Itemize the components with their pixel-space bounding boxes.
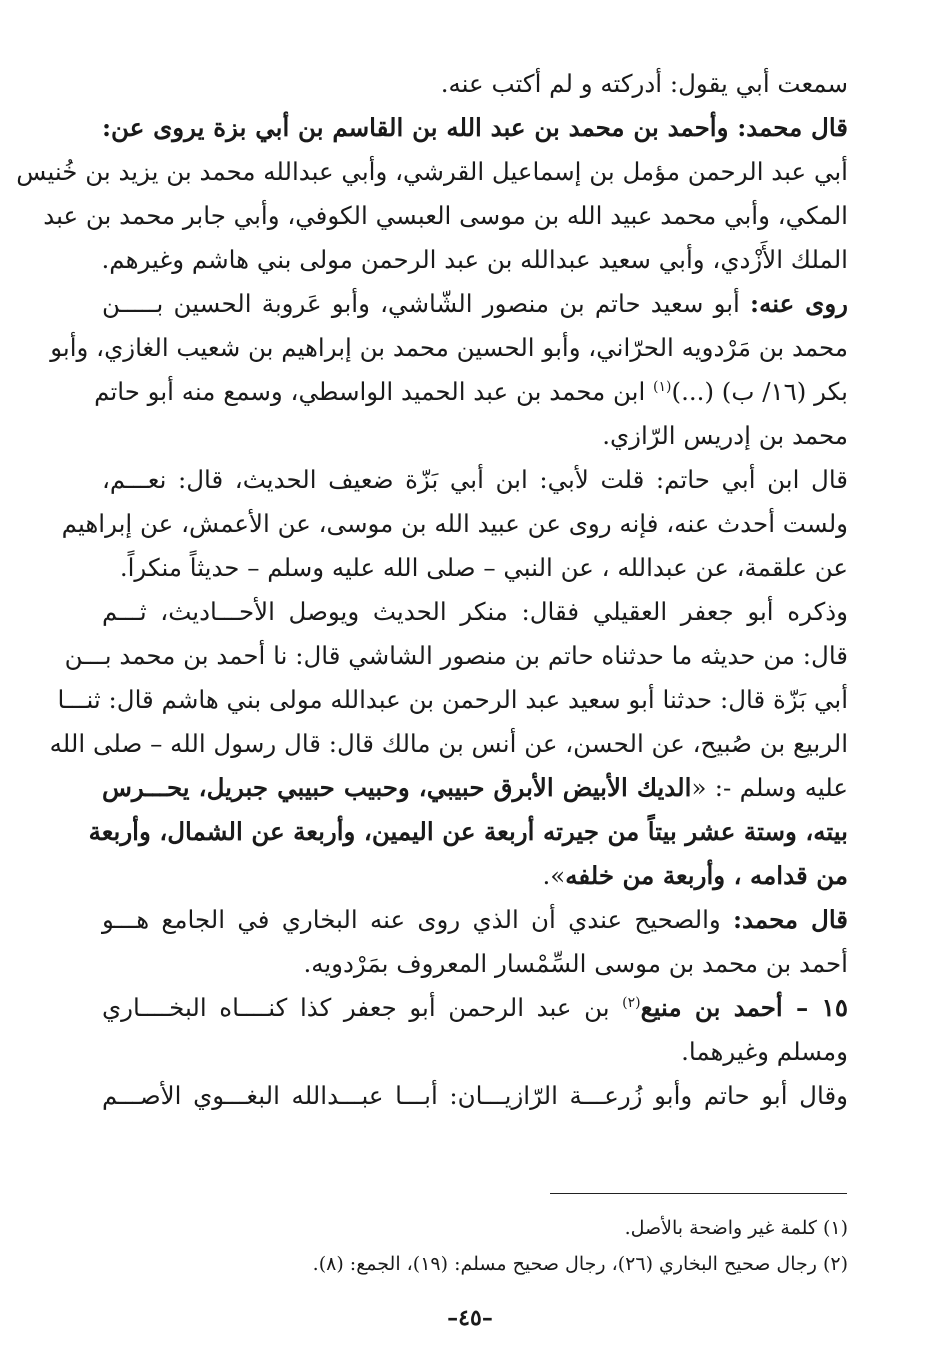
- text-line: [43, 194, 848, 238]
- text-run: أبو سعيد حاتم بن منصور الشّاشي، وأبو عَروبة الحسين بـــــن: [102, 289, 751, 318]
- text-run: وقال أبو حاتم وأبو زُرعـــة الرّازيـــان: أبـــا عبـــدالله البغـــوي الأصـــم: [102, 1081, 848, 1110]
- text-run: محمد بن مَرْدويه الحرّاني، وأبو الحسين محمد بن إبراهيم بن شعيب الغازي، وأبو: [50, 333, 848, 362]
- text-line: [102, 458, 848, 502]
- text-line: [49, 722, 848, 766]
- text-line: [102, 106, 848, 150]
- text-line: [102, 898, 848, 942]
- text-line: [102, 1074, 848, 1118]
- text-run: عليه وسلم -: «: [691, 773, 849, 802]
- text-run: وذكره أبو جعفر العقيلي فقال: منكر الحديث ويوصل الأحـــاديث، ثـــم: [102, 597, 848, 626]
- text-run: والصحيح عندي أن الذي روى عنه البخاري في الجامع هـــو: [102, 905, 734, 934]
- text-run: قال ابن أبي حاتم: قلت لأبي: ابن أبي بَزّة ضعيف الحديث، قال: نعـــم،: [102, 465, 848, 494]
- text-run: عن علقمة، عن عبدالله ، عن النبي – صلى الله عليه وسلم – حديثاً منكراً.: [119, 553, 848, 582]
- text-run: المكي، وأبي محمد عبيد الله بن موسى العبسي الكوفي، وأبي جابر محمد بن عبد: [43, 201, 848, 230]
- main-text: [16, 62, 849, 1118]
- bold-text: بيته، وستة عشر بيتاً من جيرته أربعة عن اليمين، وأربعة عن الشمال، وأربعة: [88, 817, 848, 846]
- bold-text: روى عنه:: [750, 289, 849, 318]
- text-run: ابن محمد بن عبد الحميد الواسطي، وسمع منه أبو حاتم: [94, 377, 654, 406]
- text-run: بكر (١٦/ ب) (...): [671, 377, 848, 406]
- bold-text: قال محمد: وأحمد بن محمد بن عبد الله بن القاسم بن أبي بزة يروى عن:: [102, 113, 848, 142]
- bold-text: قال محمد:: [733, 905, 848, 934]
- footnote-1: (١) كلمة غير واضحة بالأصل.: [624, 1217, 848, 1239]
- text-run: الربيع بن صُبيح، عن الحسن، عن أنس بن مالك قال: قال رسول الله – صلى الله: [49, 729, 848, 758]
- text-line: [61, 502, 848, 546]
- text-run: ولست أحدث عنه، فإنه روى عن عبيد الله بن موسى، عن الأعمش، عن إبراهيم: [61, 509, 848, 538]
- footnote-2: (٢) رجال صحيح البخاري (٢٦)، رجال صحيح مسلم: (١٩)، الجمع: (٨).: [312, 1253, 848, 1275]
- text-line: [102, 854, 848, 898]
- text-line: [102, 238, 848, 282]
- bold-text: ١٥ – أحمد بن منيع: [640, 993, 848, 1022]
- text-line: [102, 766, 848, 810]
- text-run: محمد بن إدريس الرّازي.: [602, 421, 848, 450]
- text-line: [50, 326, 848, 370]
- text-run: قال: من حديثه ما حدثناه حاتم بن منصور الشاشي قال: نا أحمد بن محمد بـــن: [64, 641, 848, 670]
- text-line: [102, 414, 848, 458]
- text-line: [102, 942, 848, 986]
- text-run: ومسلم وغيرهما.: [681, 1037, 848, 1066]
- text-run: سمعت أبي يقول: أدركته و لم أكتب عنه.: [440, 69, 848, 98]
- text-run: بن عبد الرحمن أبو جعفر كذا كنــــاه البخــــاري: [102, 993, 623, 1022]
- footnotes: [102, 1210, 848, 1282]
- text-line: [94, 370, 848, 414]
- footnote-separator: [550, 1193, 847, 1194]
- text-line: [88, 810, 848, 854]
- text-run: أبي عبد الرحمن مؤمل بن إسماعيل القرشي، وأبي عبدالله محمد بن يزيد بن خُنيس: [16, 157, 848, 186]
- text-line: [102, 62, 848, 106]
- bold-text: الديك الأبيض الأبرق حبيبي، وحبيب حبيبي جبريل، يحـــرس: [102, 773, 692, 802]
- text-line: [102, 590, 848, 634]
- text-run: الملك الأَزْدي، وأبي سعيد عبدالله بن عبد الرحمن مولى بني هاشم وغيرهم.: [101, 245, 848, 274]
- footnote-ref: (٢): [622, 994, 641, 1011]
- text-line: [102, 282, 848, 326]
- text-line: [16, 150, 848, 194]
- text-line: [102, 1030, 848, 1074]
- text-run: أبي بَزّة قال: حدثنا أبو سعيد عبد الرحمن بن عبدالله مولى بني هاشم قال: ثنـــا: [57, 685, 848, 714]
- text-line: [102, 546, 848, 590]
- text-line: [64, 634, 848, 678]
- footnote-ref: (١): [653, 378, 672, 395]
- page-number: –٤٥–: [447, 1305, 493, 1331]
- text-run: أحمد بن محمد بن موسى السِّمْسار المعروف بمَرْدويه.: [303, 949, 848, 978]
- text-line: [57, 678, 848, 722]
- bold-text: من قدامه ، وأربعة من خلفه: [565, 861, 848, 890]
- text-run: ».: [542, 861, 566, 890]
- text-line: [102, 986, 848, 1030]
